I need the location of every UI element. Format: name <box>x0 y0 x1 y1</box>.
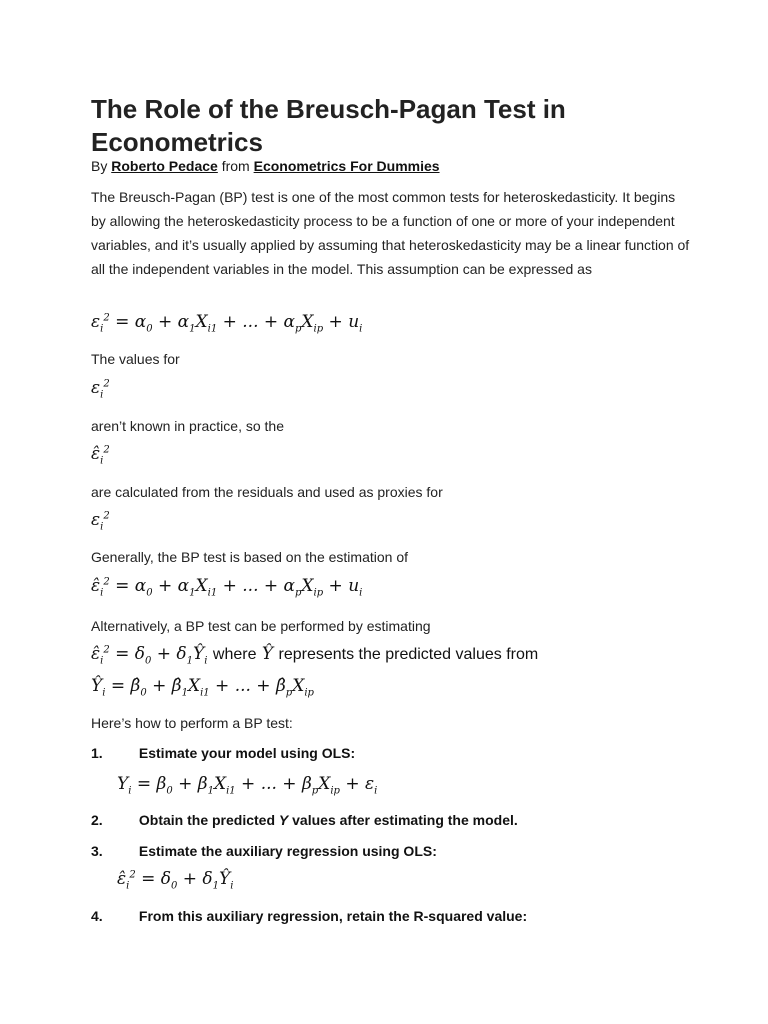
values-for-text: The values for <box>91 351 180 367</box>
equation-bp-estimation: $\varepsilon̂_i^2 = \alpha_0 + \alpha_1X_{i1}$ + ... + $\alpha_pX_{ip} + u_i$ <box>91 576 363 599</box>
equation-alternative-bp: $\varepsilon̂_i^2 = \delta_0$ + $\delta_1Ŷ_i$ where Ŷ represents the predicted values from <box>91 644 539 667</box>
equation-epsilon-hat-squared: $\varepsilon̂_i^2$ <box>91 444 110 467</box>
from-label: from <box>221 158 250 174</box>
represents-label: represents the predicted values from <box>278 646 539 663</box>
heres-how-text: Here’s how to perform a BP test: <box>91 715 293 731</box>
step-1 <box>91 745 355 761</box>
generally-text: Generally, the BP test is based on the estimation of <box>91 549 408 565</box>
equation-epsilon-squared: $\varepsilon_i^2$ <box>91 378 110 401</box>
by-label: By <box>91 158 108 174</box>
step-3 <box>91 843 437 859</box>
author-link[interactable]: Roberto Pedace <box>111 158 218 174</box>
article-title: The Role of the Breusch-Pagan Test in Econometrics <box>91 94 566 157</box>
source-link[interactable]: Econometrics For Dummies <box>253 158 440 174</box>
byline <box>91 156 440 176</box>
step-2-variable: Y <box>278 812 289 828</box>
step-2-number: 2. <box>91 812 103 828</box>
step-4 <box>91 908 527 924</box>
not-known-text: aren’t known in practice, so the <box>91 418 284 434</box>
equation-auxiliary-regression: $\varepsilon̂_i^2 = \delta_0$ + $\delta_1Ŷ_i$ <box>117 869 234 892</box>
equation-predicted-values: $Ŷ_i$ = $\betâ_0$ + $\betâ_1X_{i1}$ + ... + $\betâ_pX_{ip}$ <box>91 676 314 699</box>
calculated-text: are calculated from the residuals and used as proxies for <box>91 484 443 500</box>
step-1-number: 1. <box>91 745 103 761</box>
step-1-text: Estimate your model using OLS: <box>138 745 356 761</box>
equation-variance-model: $\varepsilon_i^2 = \alpha_0 + \alpha_1X_{i1}$ + ... + $\alpha_pX_{ip} + u_i$ <box>91 312 363 335</box>
alternatively-text: Alternatively, a BP test can be performed by estimating <box>91 618 431 634</box>
step-4-text: From this auxiliary regression, retain the R-squared value: <box>138 908 528 924</box>
where-label: where <box>212 646 257 663</box>
intro-paragraph: The Breusch-Pagan (BP) test is one of the most common tests for heteroskedasticity. It begins by allowing the heteroskedasticity process to be a function of one or more of your independent variables, and it’s usually applied by assuming that heteroskedasticity may be a linear function of all the independent variables in the model. This assumption can be expressed as <box>91 189 690 277</box>
step-2-text-before: Obtain the predicted <box>138 812 276 828</box>
step-3-number: 3. <box>91 843 103 859</box>
equation-epsilon-squared-2: $\varepsilon_i^2$ <box>91 510 110 533</box>
equation-ols-model: $Y_i = \beta_0 + \beta_1X_{i1}$ + ... + $\beta_pX_{ip} + \varepsilon_i$ <box>117 774 378 797</box>
step-2-text-after: values after estimating the model. <box>292 812 518 828</box>
step-4-number: 4. <box>91 908 103 924</box>
step-3-text: Estimate the auxiliary regression using OLS: <box>138 843 437 859</box>
step-2 <box>91 812 518 828</box>
